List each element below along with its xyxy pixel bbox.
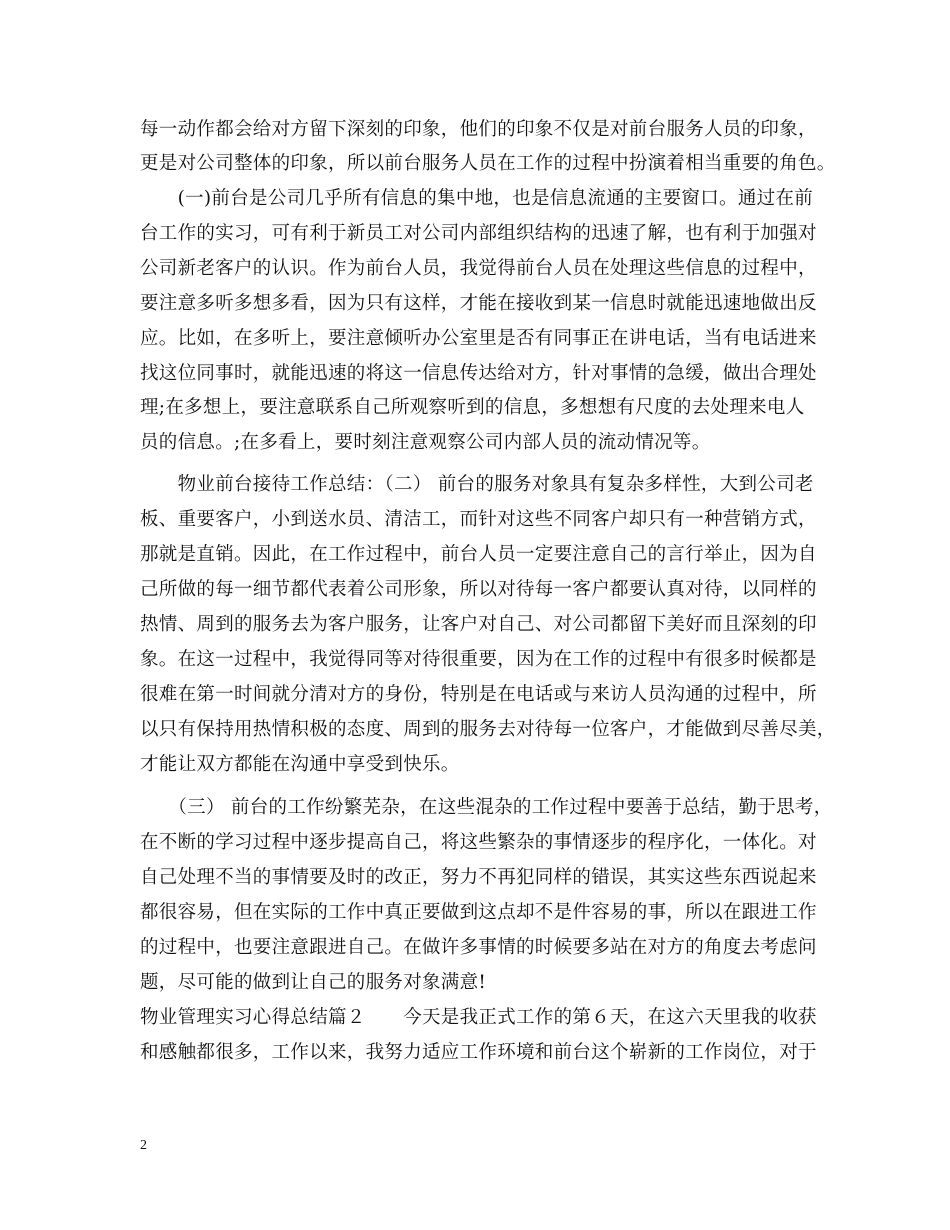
text-line: 才能让双方都能在沟通中享受到快乐。 xyxy=(140,754,460,775)
text-line: 台工作的实习，可有利于新员工对公司内部组织结构的迅速了解，也有利于加强对 xyxy=(140,223,817,244)
text-line: 和感触都很多，工作以来，我努力适应工作环境和前台这个崭新的工作岗位，对于 xyxy=(140,1042,817,1063)
text-line: 每一动作都会给对方留下深刻的印象，他们的印象不仅是对前台服务人员的印象， xyxy=(140,119,817,140)
text-line: 找这位同事时，就能迅速的将这一信息传达给对方，针对事情的急缓，做出合理处 xyxy=(140,363,817,384)
text-line: 在不断的学习过程中逐步提高自己，将这些繁杂的事情逐步的程序化，一体化。对 xyxy=(140,832,817,853)
text-line: 都很容易，但在实际的工作中真正要做到这点却不是件容易的事，所以在跟进工作 xyxy=(140,902,817,923)
text-line: (一)前台是公司几乎所有信息的集中地，也是信息流通的主要窗口。通过在前 xyxy=(140,188,814,209)
text-line: 象。在这一过程中，我觉得同等对待很重要，因为在工作的过程中有很多时候都是 xyxy=(140,649,817,670)
page-number: 2 xyxy=(140,1138,147,1153)
text-line: 物业管理实习心得总结篇２ 今天是我正式工作的第６天，在这六天里我的收获 xyxy=(140,1007,817,1028)
text-line: 以只有保持用热情积极的态度、周到的服务去对待每一位客户，才能做到尽善尽美， xyxy=(140,719,836,740)
text-line: 自己处理不当的事情要及时的改正，努力不再犯同样的错误，其实这些东西说起来 xyxy=(140,867,817,888)
text-line: 应。比如，在多听上，要注意倾听办公室里是否有同事正在讲电话，当有电话进来 xyxy=(140,328,817,349)
text-line: 物业前台接待工作总结：（二） 前台的服务对象具有复杂多样性，大到公司老 xyxy=(140,474,814,495)
text-line: 员的信息。;在多看上，要时刻注意观察公司内部人员的流动情况等。 xyxy=(140,432,711,453)
text-line: 更是对公司整体的印象，所以前台服务人员在工作的过程中扮演着相当重要的角色。 xyxy=(140,153,836,174)
text-line: 要注意多听多想多看，因为只有这样，才能在接收到某一信息时就能迅速地做出反 xyxy=(140,293,817,314)
text-line: （三） 前台的工作纷繁芜杂，在这些混杂的工作过程中要善于总结，勤于思考， xyxy=(140,797,833,818)
text-line: 那就是直销。因此，在工作过程中，前台人员一定要注意自己的言行举止，因为自 xyxy=(140,544,817,565)
text-line: 理;在多想上，要注意联系自己所观察听到的信息，多想想有尺度的去处理来电人 xyxy=(140,397,805,418)
text-line: 很难在第一时间就分清对方的身份，特别是在电话或与来访人员沟通的过程中，所 xyxy=(140,684,817,705)
text-line: 公司新老客户的认识。作为前台人员，我觉得前台人员在处理这些信息的过程中， xyxy=(140,258,817,279)
text-line: 的过程中，也要注意跟进自己。在做许多事情的时候要多站在对方的角度去考虑问 xyxy=(140,937,817,958)
text-line: 己所做的每一细节都代表着公司形象，所以对待每一客户都要认真对待，以同样的 xyxy=(140,579,817,600)
text-line: 热情、周到的服务去为客户服务，让客户对自己、对公司都留下美好而且深刻的印 xyxy=(140,614,817,635)
text-line: 题，尽可能的做到让自己的服务对象满意! xyxy=(140,972,487,993)
text-line: 板、重要客户，小到送水员、清洁工，而针对这些不同客户却只有一种营销方式， xyxy=(140,509,817,530)
